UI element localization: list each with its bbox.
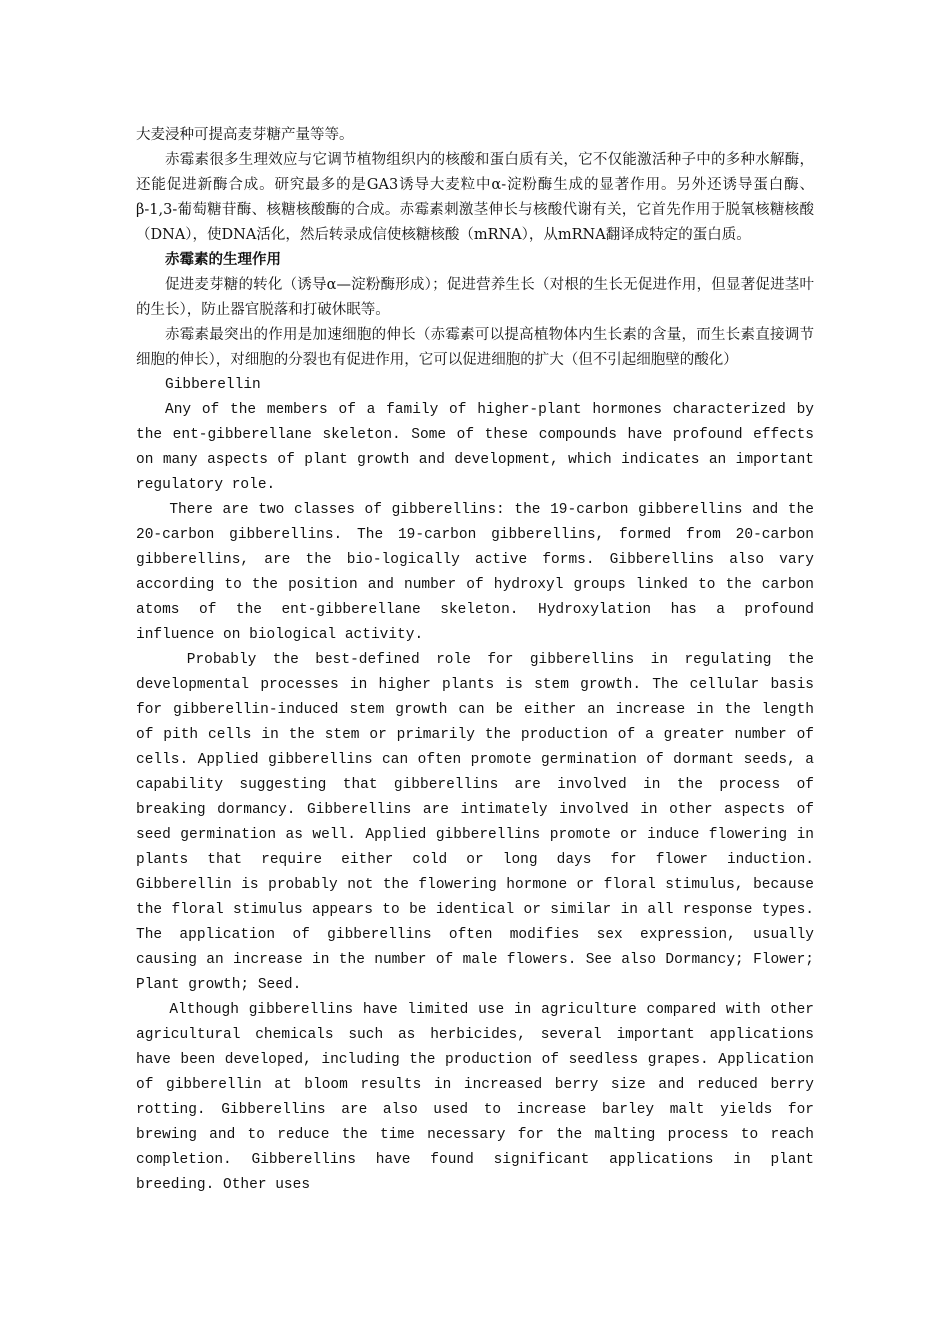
paragraph-en-2: There are two classes of gibberellins: the 19-carbon gibberellins and the 20-carbon gibberellins. The 19-carbon gibberellins, formed from 20-carbon gibberellins, are the bio-logically active forms. Gibberellins also vary according to the position and number of hydroxyl groups linked to the carbon atoms of the ent-gibberellane skeleton. Hydroxylation has a profound influence on biological activity. [136, 502, 814, 643]
document-body [136, 123, 814, 1198]
section-heading-en: Gibberellin [165, 377, 261, 393]
paragraph-zh-3: 促进麦芽糖的转化（诱导α—淀粉酶形成）；促进营养生长（对根的生长无促进作用，但显著促进茎叶的生长），防止器官脱落和打破休眠等。 [136, 277, 814, 318]
paragraph-zh-4: 赤霉素最突出的作用是加速细胞的伸长（赤霉素可以提高植物体内生长素的含量，而生长素直接调节细胞的伸长），对细胞的分裂也有促进作用，它可以促进细胞的扩大（但不引起细胞壁的酸化） [136, 327, 814, 368]
paragraph-en-3: Probably the best-defined role for gibberellins in regulating the developmental processes in higher plants is stem growth. The cellular basis for gibberellin-induced stem growth can be either an increase in the length of pith cells in the stem or primarily the production of a greater number of cells. Applied gibberellins can often promote germination of dormant seeds, a capability suggesting that gibberellins are involved in the process of breaking dormancy. Gibberellins are intimately involved in other aspects of seed germination as well. Applied gibberellins promote or induce flowering in plants that require either cold or long days for flower induction. Gibberellin is probably not the flowering hormone or floral stimulus, because the floral stimulus appears to be identical or similar in all response types. The application of gibberellins often modifies sex expression, usually causing an increase in the number of male flowers. See also Dormancy; Flower; Plant growth; Seed. [136, 652, 814, 993]
paragraph-en-4: Although gibberellins have limited use in agriculture compared with other agricultural chemicals such as herbicides, several important applications have been developed, including the production of seedless grapes. Application of gibberellin at bloom results in increased berry size and reduced berry rotting. Gibberellins are also used to increase barley malt yields for brewing and to reduce the time necessary for the malting process to reach completion. Gibberellins have found significant applications in plant breeding. Other uses [136, 1002, 814, 1193]
paragraph-zh-1: 大麦浸种可提高麦芽糖产量等等。 [136, 127, 354, 143]
paragraph-en-1: Any of the members of a family of higher-plant hormones characterized by the ent-gibberellane skeleton. Some of these compounds have profound effects on many aspects of plant growth and development, which indicates an important regulatory role. [136, 402, 814, 493]
paragraph-zh-2: 赤霉素很多生理效应与它调节植物组织内的核酸和蛋白质有关，它不仅能激活种子中的多种水解酶，还能促进新酶合成。研究最多的是GA3诱导大麦粒中α-淀粉酶生成的显著作用。另外还诱导蛋白酶、β-1,3-葡萄糖苷酶、核糖核酸酶的合成。赤霉素刺激茎伸长与核酸代谢有关，它首先作用于脱氧核糖核酸（DNA），使DNA活化，然后转录成信使核糖核酸（mRNA），从mRNA翻译成特定的蛋白质。 [136, 152, 814, 243]
section-heading-zh: 赤霉素的生理作用 [165, 252, 281, 268]
